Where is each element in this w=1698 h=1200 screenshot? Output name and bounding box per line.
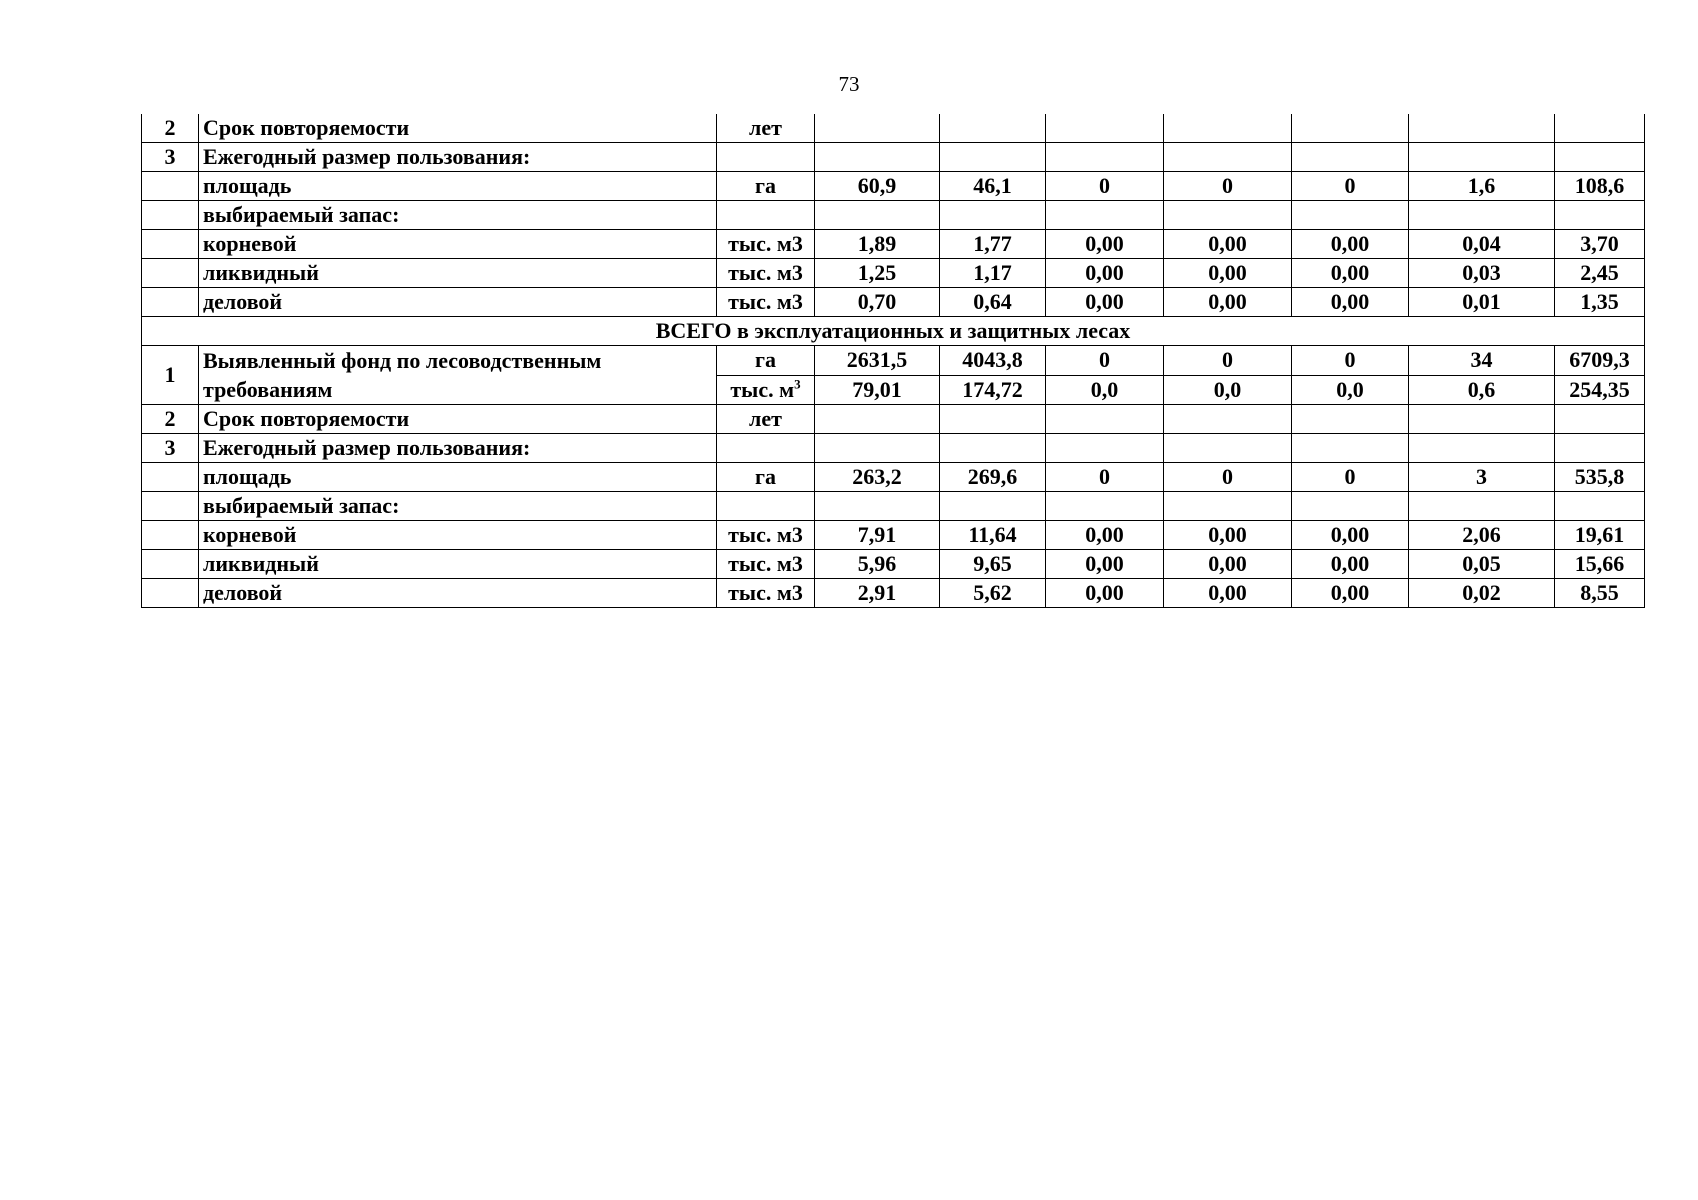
table-cell	[1409, 201, 1555, 230]
table-cell: 535,8	[1555, 463, 1645, 492]
table-cell: 0,00	[1164, 288, 1292, 317]
table-cell: 254,35	[1555, 375, 1645, 405]
table-cell	[1046, 492, 1164, 521]
table-cell: 0,00	[1292, 259, 1409, 288]
table-cell: 8,55	[1555, 579, 1645, 608]
row-unit: тыс. м3	[717, 230, 815, 259]
row-unit: тыс. м3	[717, 579, 815, 608]
table-cell: 1,25	[815, 259, 940, 288]
row-unit: тыс. м3	[717, 259, 815, 288]
table-cell	[1046, 405, 1164, 434]
table-cell	[1164, 201, 1292, 230]
unit-superscript: 3	[794, 376, 801, 392]
row-unit: га	[717, 346, 815, 376]
row-label: Ежегодный размер пользования:	[199, 434, 717, 463]
table-cell: 108,6	[1555, 172, 1645, 201]
row-number	[142, 201, 199, 230]
table-cell	[1046, 143, 1164, 172]
row-label: выбираемый запас:	[199, 492, 717, 521]
table-cell	[815, 405, 940, 434]
row-unit: га	[717, 172, 815, 201]
row-unit: лет	[717, 405, 815, 434]
row-label: ликвидный	[199, 259, 717, 288]
row-number	[142, 463, 199, 492]
table-row	[142, 172, 1645, 201]
table-row	[142, 434, 1645, 463]
table-cell: 263,2	[815, 463, 940, 492]
table-cell: 269,6	[940, 463, 1046, 492]
table-cell	[815, 492, 940, 521]
table-cell: 6709,3	[1555, 346, 1645, 376]
row-unit	[717, 143, 815, 172]
table-cell: 15,66	[1555, 550, 1645, 579]
table-cell: 0	[1164, 346, 1292, 376]
table-row	[142, 579, 1645, 608]
row-unit	[717, 434, 815, 463]
table-cell: 0,00	[1046, 550, 1164, 579]
table-cell: 0,03	[1409, 259, 1555, 288]
table-section-total	[142, 317, 1645, 405]
table-cell: 174,72	[940, 375, 1046, 405]
table-cell: 0,05	[1409, 550, 1555, 579]
table-cell: 3	[1409, 463, 1555, 492]
table-section-bottom	[142, 405, 1645, 608]
table-cell	[940, 405, 1046, 434]
table-cell	[940, 114, 1046, 143]
table-cell: 0	[1046, 463, 1164, 492]
table-cell	[940, 434, 1046, 463]
row-label: Ежегодный размер пользования:	[199, 143, 717, 172]
table-row	[142, 521, 1645, 550]
row-number	[142, 259, 199, 288]
table-cell: 9,65	[940, 550, 1046, 579]
table-cell: 1,17	[940, 259, 1046, 288]
table-cell	[815, 114, 940, 143]
row-unit: тыс. м3	[717, 521, 815, 550]
row-label: площадь	[199, 172, 717, 201]
table-cell: 0,04	[1409, 230, 1555, 259]
row-number	[142, 492, 199, 521]
table-row	[142, 492, 1645, 521]
row-number	[142, 579, 199, 608]
table-cell: 11,64	[940, 521, 1046, 550]
table-cell	[1555, 492, 1645, 521]
table-cell	[1409, 492, 1555, 521]
table-cell: 0,00	[1046, 230, 1164, 259]
table-cell: 0	[1292, 346, 1409, 376]
table-cell: 0,00	[1046, 579, 1164, 608]
table-cell: 0,02	[1409, 579, 1555, 608]
table-cell: 0,64	[940, 288, 1046, 317]
row-label: Выявленный фонд по лесоводственным требованиям	[199, 346, 717, 405]
table-cell	[1292, 405, 1409, 434]
row-number: 2	[142, 114, 199, 143]
table-cell	[1555, 143, 1645, 172]
table-cell	[815, 201, 940, 230]
row-label: корневой	[199, 521, 717, 550]
table-cell: 0,0	[1292, 375, 1409, 405]
section-title: ВСЕГО в эксплуатационных и защитных лесах	[142, 317, 1645, 346]
row-label: площадь	[199, 463, 717, 492]
row-number	[142, 230, 199, 259]
page-number: 73	[838, 72, 860, 96]
row-label: Срок повторяемости	[199, 405, 717, 434]
table-cell: 2,91	[815, 579, 940, 608]
table-cell	[1292, 114, 1409, 143]
table-cell: 0,00	[1164, 259, 1292, 288]
table-cell	[1409, 434, 1555, 463]
table-cell: 46,1	[940, 172, 1046, 201]
table-cell: 0,00	[1292, 521, 1409, 550]
row-number: 2	[142, 405, 199, 434]
row-unit	[717, 492, 815, 521]
table-cell	[1555, 201, 1645, 230]
table-cell: 0,00	[1164, 550, 1292, 579]
table-row	[142, 288, 1645, 317]
table-cell	[940, 492, 1046, 521]
table-cell: 0,00	[1292, 579, 1409, 608]
table-cell: 0,00	[1046, 259, 1164, 288]
table-cell: 1,77	[940, 230, 1046, 259]
table-cell	[1164, 114, 1292, 143]
table-cell	[1409, 114, 1555, 143]
table-cell: 19,61	[1555, 521, 1645, 550]
row-unit: тыс. м3	[717, 288, 815, 317]
table-cell: 0,70	[815, 288, 940, 317]
table-cell	[1164, 405, 1292, 434]
table-row	[142, 201, 1645, 230]
table-cell: 0	[1164, 172, 1292, 201]
table-cell	[1555, 434, 1645, 463]
row-label: ликвидный	[199, 550, 717, 579]
table-cell: 0,00	[1046, 288, 1164, 317]
row-number: 3	[142, 434, 199, 463]
table-cell: 2631,5	[815, 346, 940, 376]
section-header-row	[142, 317, 1645, 346]
table-cell: 0,01	[1409, 288, 1555, 317]
row-number	[142, 550, 199, 579]
table-cell: 0	[1046, 172, 1164, 201]
table-cell	[1164, 434, 1292, 463]
table-cell: 0,0	[1164, 375, 1292, 405]
table-cell: 0,00	[1164, 579, 1292, 608]
table-cell: 0,00	[1292, 288, 1409, 317]
row-number	[142, 172, 199, 201]
table-cell	[1046, 114, 1164, 143]
table-cell	[1555, 405, 1645, 434]
table-row	[142, 346, 1645, 376]
table-row	[142, 230, 1645, 259]
table-cell: 0,00	[1292, 230, 1409, 259]
row-number: 1	[142, 346, 199, 405]
row-number: 3	[142, 143, 199, 172]
table-cell: 0	[1046, 346, 1164, 376]
row-label: деловой	[199, 288, 717, 317]
table-cell	[1046, 434, 1164, 463]
table-row	[142, 143, 1645, 172]
table-cell: 0,00	[1046, 521, 1164, 550]
table-cell: 0,00	[1292, 550, 1409, 579]
table-cell	[1292, 201, 1409, 230]
table-cell: 5,96	[815, 550, 940, 579]
table-cell: 0,00	[1164, 521, 1292, 550]
row-unit	[717, 375, 815, 405]
table-cell	[1555, 114, 1645, 143]
table-cell: 60,9	[815, 172, 940, 201]
table-row	[142, 259, 1645, 288]
table-cell	[1046, 201, 1164, 230]
table-cell	[940, 143, 1046, 172]
table-cell: 5,62	[940, 579, 1046, 608]
row-unit: га	[717, 463, 815, 492]
row-label: выбираемый запас:	[199, 201, 717, 230]
table-cell: 3,70	[1555, 230, 1645, 259]
table-cell: 34	[1409, 346, 1555, 376]
row-unit: тыс. м3	[717, 550, 815, 579]
table-cell	[940, 201, 1046, 230]
table-cell	[815, 143, 940, 172]
row-number	[142, 521, 199, 550]
table-cell: 2,06	[1409, 521, 1555, 550]
table-row	[142, 405, 1645, 434]
table-cell: 0,6	[1409, 375, 1555, 405]
table-cell	[1164, 143, 1292, 172]
table-cell: 0,0	[1046, 375, 1164, 405]
table-cell	[1292, 492, 1409, 521]
table-cell: 4043,8	[940, 346, 1046, 376]
table-cell: 79,01	[815, 375, 940, 405]
row-unit	[717, 201, 815, 230]
table-section-top	[142, 114, 1645, 317]
table-row	[142, 550, 1645, 579]
table-cell: 2,45	[1555, 259, 1645, 288]
row-label: Срок повторяемости	[199, 114, 717, 143]
table-cell	[1164, 492, 1292, 521]
table-cell: 7,91	[815, 521, 940, 550]
table-cell: 1,89	[815, 230, 940, 259]
table-row	[142, 114, 1645, 143]
table-cell	[1292, 434, 1409, 463]
unit-text: тыс. м	[730, 376, 795, 402]
row-label: корневой	[199, 230, 717, 259]
table-cell: 1,6	[1409, 172, 1555, 201]
table-cell: 0	[1292, 172, 1409, 201]
row-unit: лет	[717, 114, 815, 143]
table-cell	[1292, 143, 1409, 172]
table-cell: 0,00	[1164, 230, 1292, 259]
table-cell: 1,35	[1555, 288, 1645, 317]
table-cell	[1409, 143, 1555, 172]
table-cell	[815, 434, 940, 463]
row-label: деловой	[199, 579, 717, 608]
forest-use-table	[141, 114, 1645, 608]
table-row	[142, 463, 1645, 492]
table-cell: 0	[1292, 463, 1409, 492]
table-cell	[1409, 405, 1555, 434]
table-cell: 0	[1164, 463, 1292, 492]
row-number	[142, 288, 199, 317]
